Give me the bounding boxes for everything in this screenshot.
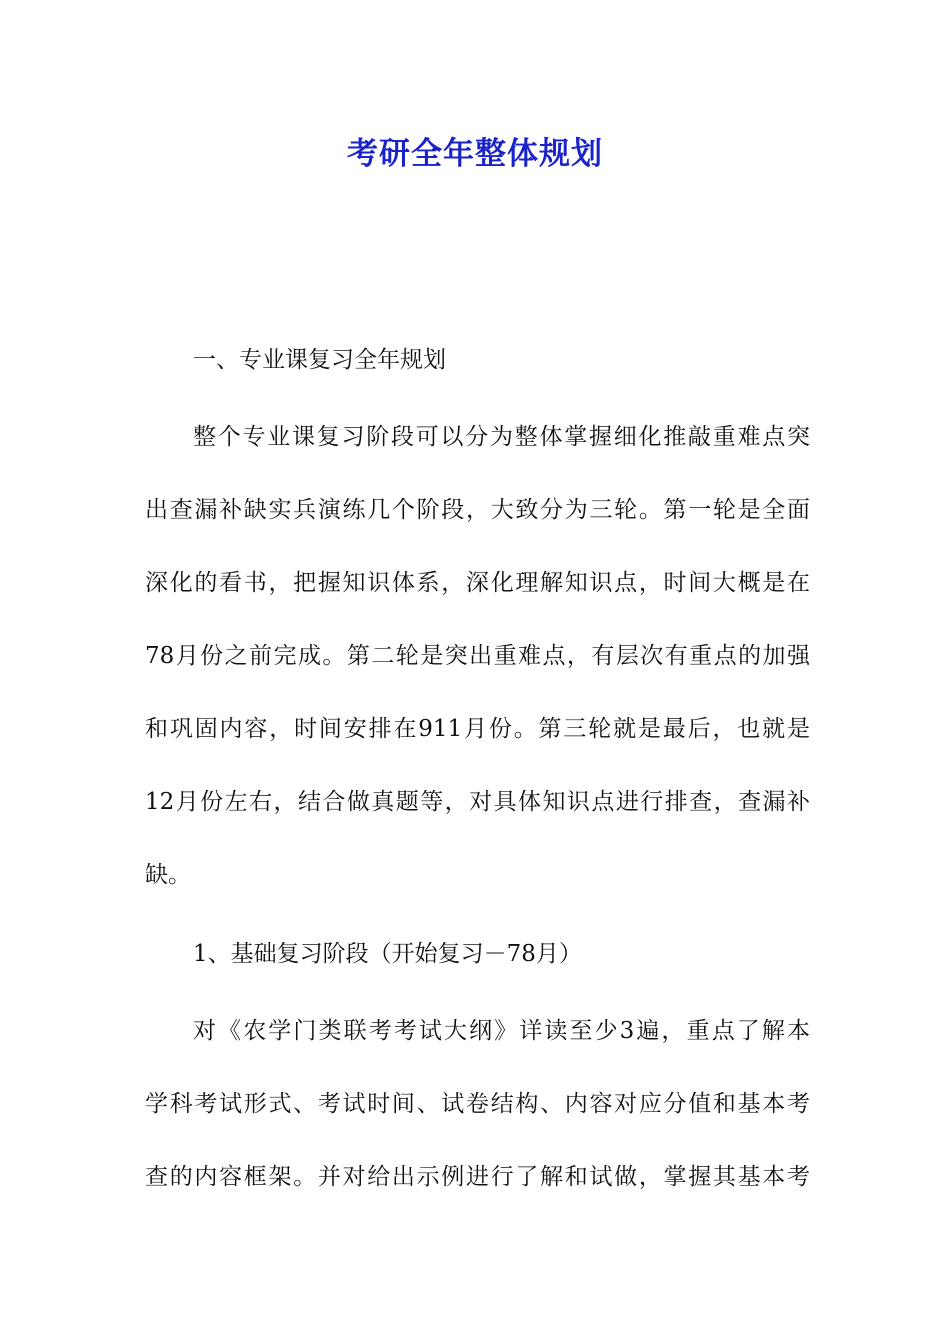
subsection-heading: 1、基础复习阶段（开始复习－78月）: [193, 941, 582, 967]
paragraph-line: 整个专业课复习阶段可以分为整体掌握细化推敲重难点突: [193, 424, 810, 450]
paragraph-line: 深化的看书，把握知识体系，深化理解知识点，时间大概是在: [145, 570, 810, 596]
paragraph-line: 对《农学门类联考考试大纲》详读至少3遍，重点了解本: [193, 1018, 810, 1044]
paragraph-line: 12月份左右，结合做真题等，对具体知识点进行排查，查漏补: [145, 789, 810, 815]
section-heading: 一、专业课复习全年规划: [193, 347, 446, 373]
paragraph-line: 缺。: [145, 862, 191, 888]
document-title: 考研全年整体规划: [347, 136, 603, 172]
paragraph-line: 查的内容框架。并对给出示例进行了解和试做，掌握其基本考: [145, 1164, 810, 1190]
paragraph-line: 和巩固内容，时间安排在911月份。第三轮就是最后，也就是: [145, 716, 810, 742]
paragraph-line: 78月份之前完成。第二轮是突出重难点，有层次有重点的加强: [145, 643, 810, 669]
paragraph-line: 学科考试形式、考试时间、试卷结构、内容对应分值和基本考: [145, 1091, 810, 1117]
paragraph-line: 出查漏补缺实兵演练几个阶段，大致分为三轮。第一轮是全面: [145, 497, 810, 523]
